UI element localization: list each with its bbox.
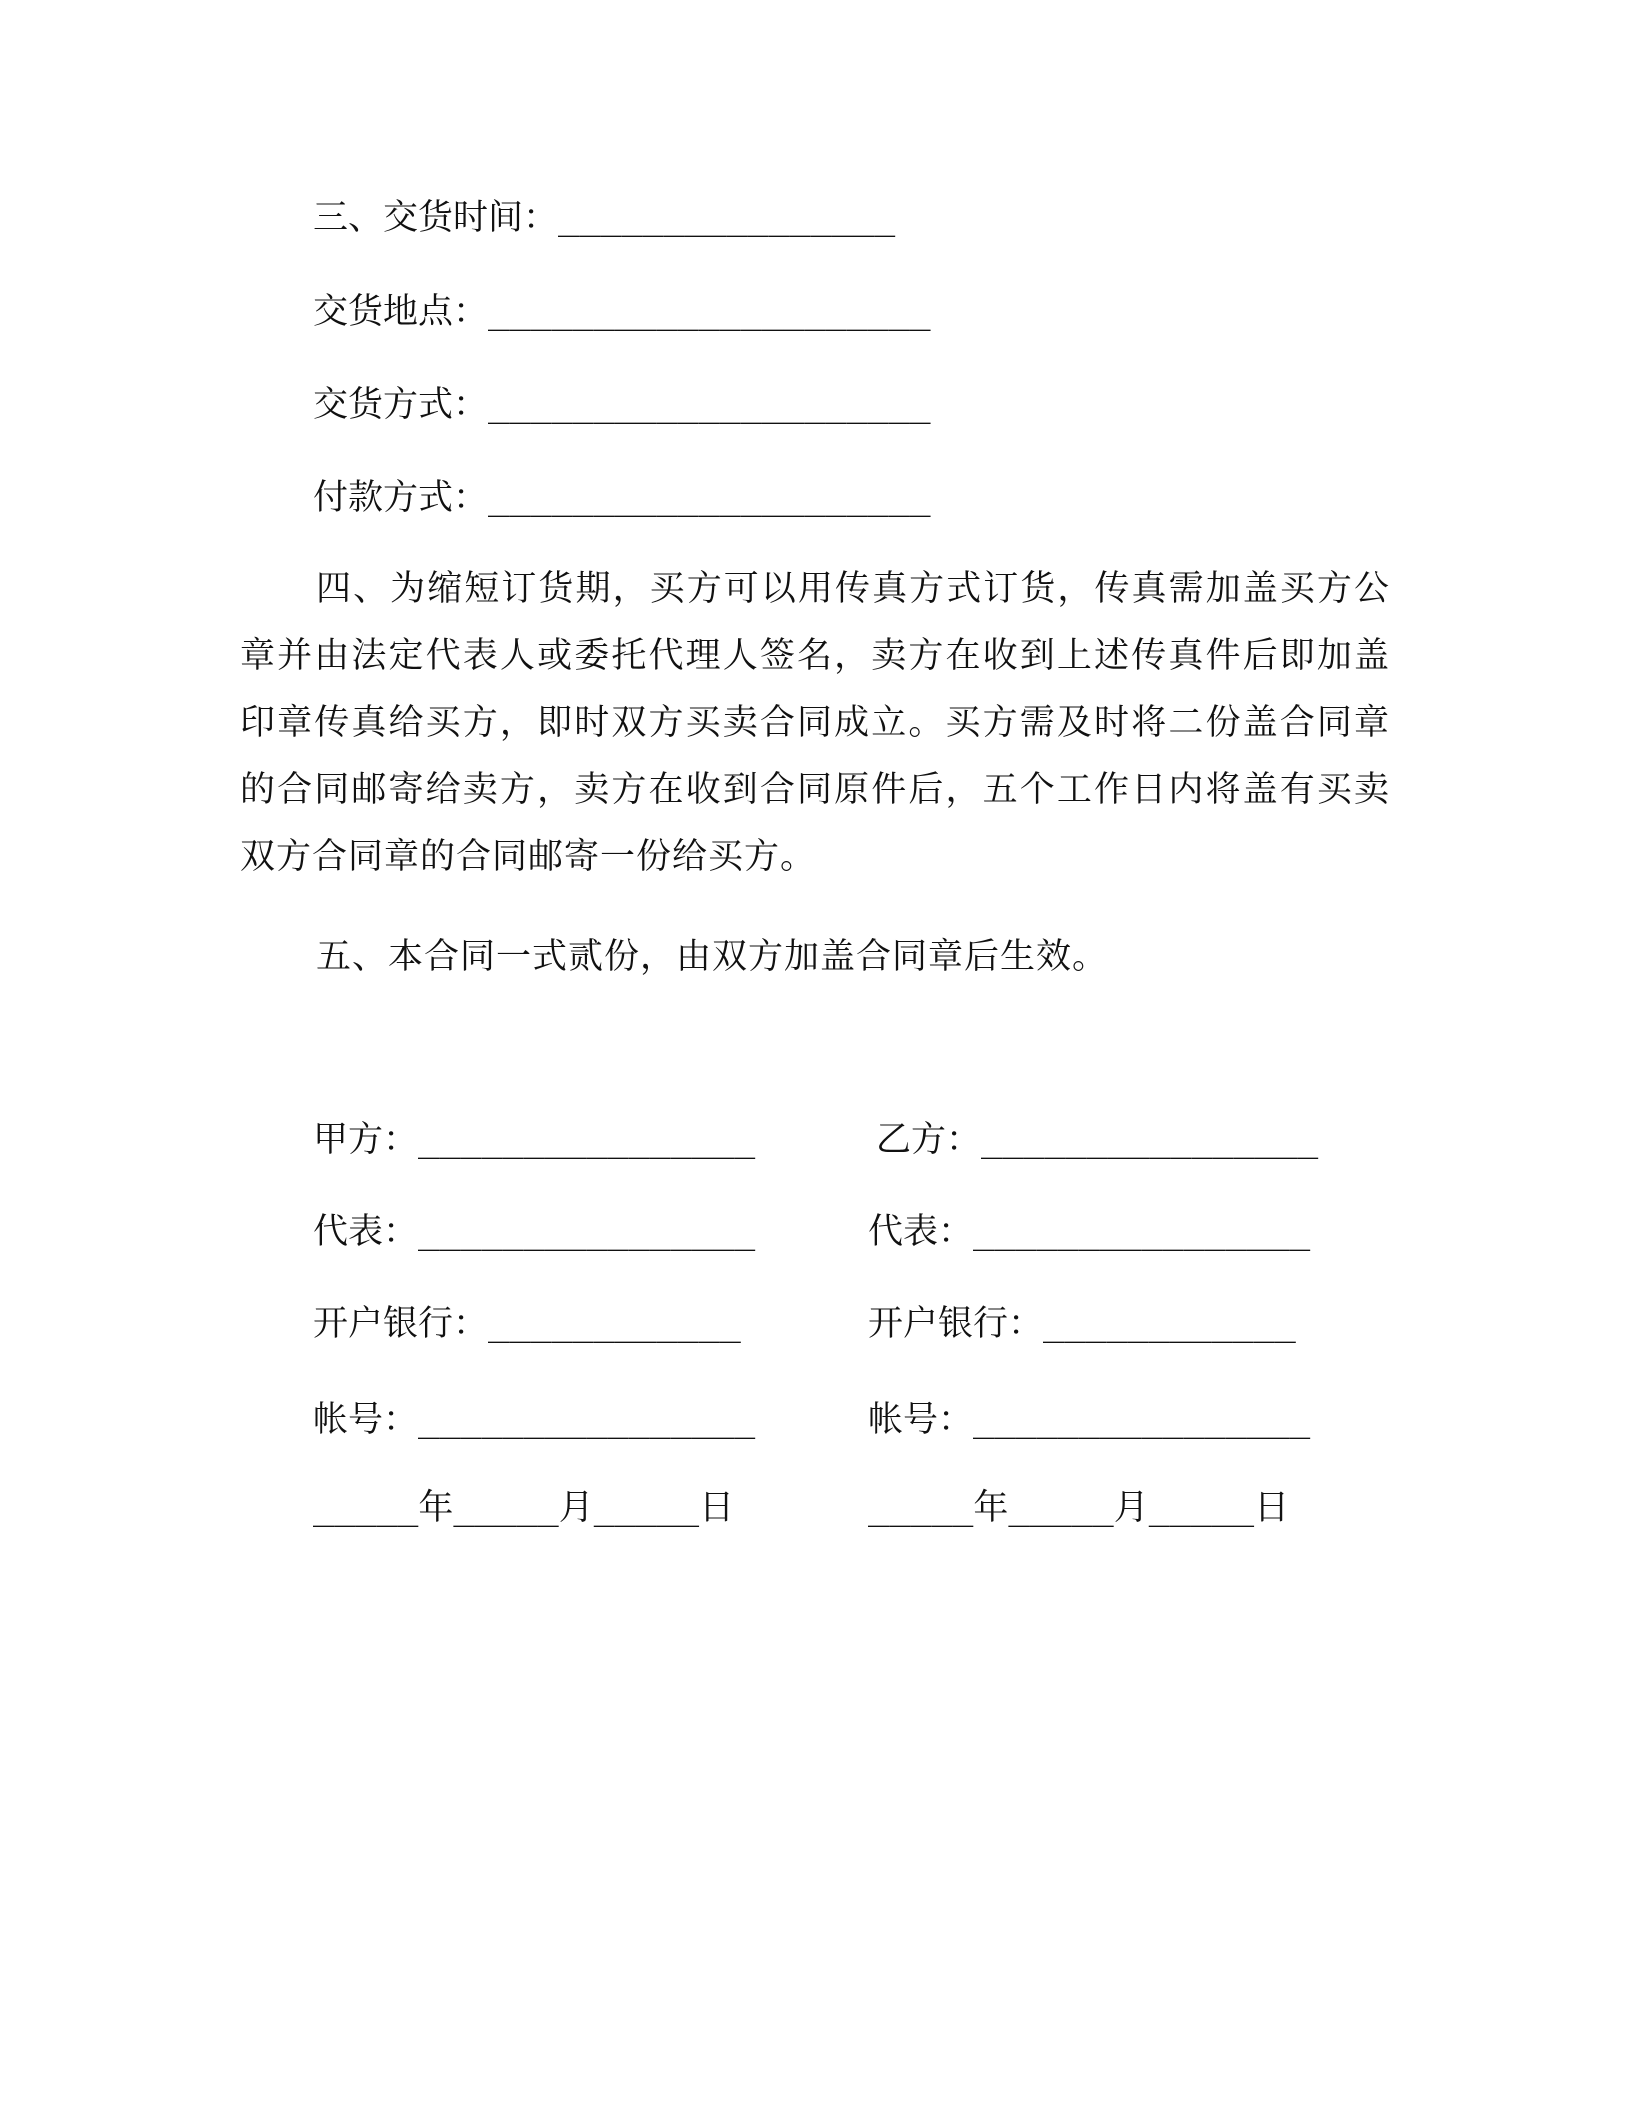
delivery-method-line xyxy=(313,381,931,429)
party-a-name-label: 甲方： xyxy=(313,1120,419,1160)
delivery-time-blank: ________________ xyxy=(558,198,896,238)
delivery-place-blank: _____________________ xyxy=(488,292,931,332)
party-b-name-line xyxy=(876,1116,1318,1164)
party-a-month-label: 月 xyxy=(558,1488,594,1528)
party-b-account-line xyxy=(868,1396,1310,1444)
delivery-time-line xyxy=(313,194,895,242)
party-a-month-blank: _____ xyxy=(453,1488,559,1528)
party-b-rep-line xyxy=(868,1208,1310,1256)
party-b-account-blank: ________________ xyxy=(973,1400,1311,1440)
party-a-day-blank: _____ xyxy=(593,1488,700,1528)
party-b-month-blank: _____ xyxy=(1008,1488,1114,1528)
party-a-rep-blank: ________________ xyxy=(418,1212,756,1252)
party-a-bank-blank: ____________ xyxy=(488,1304,741,1344)
party-b-bank-line xyxy=(868,1300,1296,1348)
party-b-date-line xyxy=(868,1484,1289,1532)
party-a-bank-label: 开户银行： xyxy=(313,1304,489,1344)
delivery-place-line xyxy=(313,288,931,336)
party-b-name-label: 乙方： xyxy=(876,1120,982,1160)
party-a-name-line xyxy=(313,1116,755,1164)
party-a-year-blank: _____ xyxy=(313,1488,419,1528)
section-4-paragraph: 四、为缩短订货期，买方可以用传真方式订货，传真需加盖买方公章并由法定代表人或委托代理人签名，卖方在收到上述传真件后即加盖印章传真给买方，即时双方买卖合同成立。买方需及时将二份盖合同章的合同邮寄给卖方，卖方在收到合同原件后，五个工作日内将盖有买卖双方合同章的合同邮寄一份给买方。 xyxy=(240,569,1390,877)
party-a-account-label: 帐号： xyxy=(313,1400,419,1440)
party-a-account-blank: ________________ xyxy=(418,1400,756,1440)
delivery-method-blank: _____________________ xyxy=(488,385,931,425)
party-a-date-line xyxy=(313,1484,734,1532)
party-b-account-label: 帐号： xyxy=(868,1400,974,1440)
party-b-year-label: 年 xyxy=(973,1488,1009,1528)
party-b-bank-label: 开户银行： xyxy=(868,1304,1044,1344)
party-b-bank-blank: ____________ xyxy=(1043,1304,1296,1344)
payment-method-line xyxy=(313,474,931,522)
delivery-method-label: 交货方式： xyxy=(313,385,489,425)
party-a-rep-line xyxy=(313,1208,755,1256)
delivery-place-label: 交货地点： xyxy=(313,292,489,332)
party-a-bank-line xyxy=(313,1300,741,1348)
party-a-rep-label: 代表： xyxy=(313,1212,419,1252)
party-a-year-label: 年 xyxy=(418,1488,454,1528)
party-b-day-blank: _____ xyxy=(1148,1488,1255,1528)
party-b-rep-blank: ________________ xyxy=(973,1212,1311,1252)
party-a-account-line xyxy=(313,1396,755,1444)
payment-method-label: 付款方式： xyxy=(313,478,489,518)
party-a-name-blank: ________________ xyxy=(418,1120,756,1160)
delivery-time-label: 三、交货时间： xyxy=(313,198,559,238)
party-b-month-label: 月 xyxy=(1113,1488,1149,1528)
party-b-year-blank: _____ xyxy=(868,1488,974,1528)
party-b-name-blank: ________________ xyxy=(981,1120,1319,1160)
party-b-day-label: 日 xyxy=(1254,1488,1290,1528)
payment-method-blank: _____________________ xyxy=(488,478,931,518)
party-b-rep-label: 代表： xyxy=(868,1212,974,1252)
party-a-day-label: 日 xyxy=(699,1488,735,1528)
section-5-paragraph: 五、本合同一式贰份，由双方加盖合同章后生效。 xyxy=(316,937,1109,977)
